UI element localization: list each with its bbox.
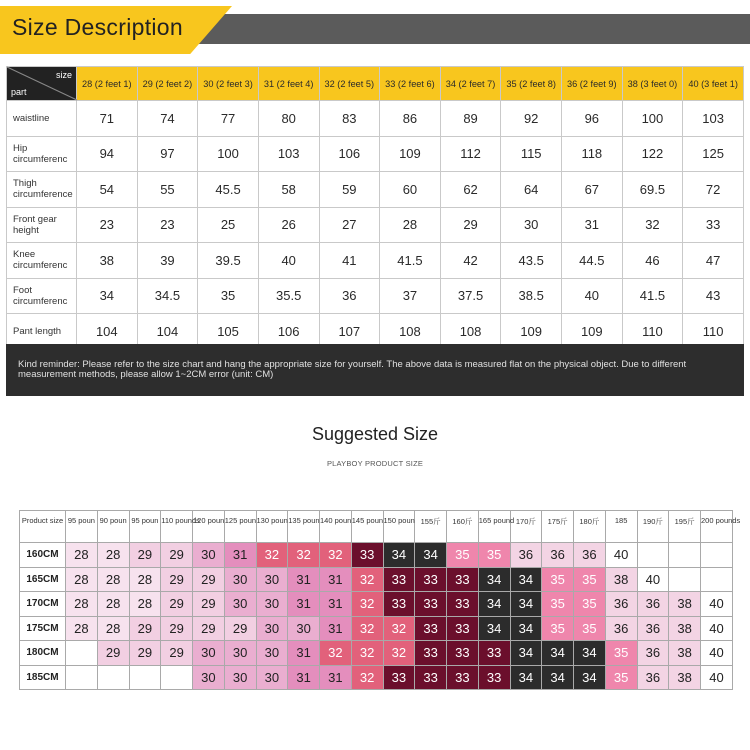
suggested-size-cell: 31 <box>288 592 320 617</box>
measure-value: 74 <box>137 101 198 137</box>
page-title: Size Description <box>12 14 183 40</box>
suggested-size-cell: 40 <box>701 641 733 666</box>
suggested-size-cell: 31 <box>288 567 320 592</box>
suggested-size-cell: 32 <box>320 543 352 568</box>
measure-value: 107 <box>319 314 380 350</box>
suggested-size-cell: 34 <box>478 567 510 592</box>
suggested-size-cell: 32 <box>351 616 383 641</box>
measure-value: 108 <box>380 314 441 350</box>
measure-value: 43.5 <box>501 243 562 279</box>
suggested-size-cell: 38 <box>669 665 701 690</box>
measure-value: 106 <box>319 136 380 172</box>
measure-value: 40 <box>562 278 623 314</box>
suggested-size-cell: 34 <box>383 543 415 568</box>
measure-value: 38 <box>77 243 138 279</box>
suggested-size-cell: 40 <box>605 543 637 568</box>
measure-value: 109 <box>501 314 562 350</box>
weight-header: 180斤 <box>574 511 606 543</box>
weight-header: 165 pound <box>478 511 510 543</box>
height-label: 185CM <box>20 665 66 690</box>
suggested-size-cell <box>66 665 98 690</box>
measure-value: 103 <box>683 101 744 137</box>
suggested-size-cell: 40 <box>701 616 733 641</box>
measure-value: 42 <box>440 243 501 279</box>
measure-row <box>7 101 744 137</box>
measure-value: 69.5 <box>622 172 683 208</box>
measure-value: 104 <box>77 314 138 350</box>
measure-value: 77 <box>198 101 259 137</box>
measure-row <box>7 136 744 172</box>
weight-header: 175斤 <box>542 511 574 543</box>
suggested-size-cell: 40 <box>637 567 669 592</box>
suggested-size-cell: 28 <box>97 543 129 568</box>
suggested-size-cell: 40 <box>701 592 733 617</box>
measure-value: 29 <box>440 207 501 243</box>
suggested-size-cell: 31 <box>288 641 320 666</box>
size-table-body <box>7 101 744 350</box>
suggested-size-cell: 30 <box>224 665 256 690</box>
measure-value: 58 <box>258 172 319 208</box>
suggested-size-cell: 33 <box>447 567 479 592</box>
suggested-size-cell <box>97 665 129 690</box>
measure-value: 23 <box>137 207 198 243</box>
weight-header: 160斤 <box>447 511 479 543</box>
suggested-size-cell: 29 <box>161 592 193 617</box>
suggested-size-cell: 32 <box>288 543 320 568</box>
suggested-size-cell: 34 <box>510 641 542 666</box>
weight-header: 170斤 <box>510 511 542 543</box>
suggested-size-cell: 36 <box>637 592 669 617</box>
suggested-size-cell: 38 <box>605 567 637 592</box>
measure-value: 110 <box>622 314 683 350</box>
suggested-size-cell <box>637 543 669 568</box>
suggested-size-cell: 31 <box>320 592 352 617</box>
suggested-size-cell: 33 <box>383 592 415 617</box>
measure-value: 45.5 <box>198 172 259 208</box>
suggested-grid-body <box>20 511 741 690</box>
height-row <box>20 592 733 617</box>
suggested-size-cell: 33 <box>415 567 447 592</box>
weight-header: 90 poun <box>97 511 129 543</box>
weight-header: 130 poun <box>256 511 288 543</box>
suggested-size-cell: 29 <box>97 641 129 666</box>
measure-label: Foot circumferenc <box>7 278 77 314</box>
size-column-header: 40 (3 feet 1) <box>683 67 744 101</box>
suggested-size-cell <box>701 543 733 568</box>
measure-value: 118 <box>562 136 623 172</box>
corner-size-label: size <box>55 70 72 80</box>
measure-value: 39 <box>137 243 198 279</box>
suggested-size-cell: 32 <box>320 641 352 666</box>
suggested-size-cell: 32 <box>351 592 383 617</box>
measure-label: Thigh circumference <box>7 172 77 208</box>
weight-header: 110 pounds <box>161 511 193 543</box>
size-column-header: 32 (2 feet 5) <box>319 67 380 101</box>
suggested-size-cell: 35 <box>605 641 637 666</box>
suggested-size-cell <box>701 567 733 592</box>
suggested-size-cell: 35 <box>478 543 510 568</box>
suggested-size-cell: 35 <box>574 592 606 617</box>
suggested-size-cell: 34 <box>478 616 510 641</box>
measure-value: 60 <box>380 172 441 208</box>
measure-value: 54 <box>77 172 138 208</box>
suggested-size-cell: 29 <box>129 543 161 568</box>
suggested-size-cell: 29 <box>193 592 225 617</box>
suggested-size-cell: 30 <box>256 665 288 690</box>
weight-header: 95 poun <box>66 511 98 543</box>
suggested-size-cell: 28 <box>66 592 98 617</box>
weight-header: 195斤 <box>669 511 701 543</box>
size-table-corner <box>7 67 77 101</box>
grid-corner-label: Product size <box>20 511 66 543</box>
suggested-size-cell: 35 <box>542 616 574 641</box>
suggested-size-grid <box>19 510 741 690</box>
suggested-size-cell: 33 <box>478 665 510 690</box>
suggested-size-cell <box>66 641 98 666</box>
suggested-size-cell: 34 <box>510 665 542 690</box>
suggested-size-cell: 38 <box>669 592 701 617</box>
height-label: 160CM <box>20 543 66 568</box>
suggested-size-cell: 30 <box>256 567 288 592</box>
height-row <box>20 665 733 690</box>
measure-value: 59 <box>319 172 380 208</box>
measure-value: 41.5 <box>380 243 441 279</box>
size-column-header: 35 (2 feet 8) <box>501 67 562 101</box>
measure-value: 55 <box>137 172 198 208</box>
suggested-size-cell: 31 <box>320 665 352 690</box>
measure-value: 83 <box>319 101 380 137</box>
size-column-header: 28 (2 feet 1) <box>77 67 138 101</box>
measure-value: 43 <box>683 278 744 314</box>
size-column-header: 30 (2 feet 3) <box>198 67 259 101</box>
measure-value: 92 <box>501 101 562 137</box>
corner-part-label: part <box>11 87 27 97</box>
measure-value: 80 <box>258 101 319 137</box>
notice-box <box>6 344 744 396</box>
suggested-size-cell: 32 <box>351 665 383 690</box>
suggested-size-cell: 33 <box>447 641 479 666</box>
weight-header-row <box>20 511 733 543</box>
measure-value: 40 <box>258 243 319 279</box>
suggested-size-cell: 28 <box>97 567 129 592</box>
measure-value: 110 <box>683 314 744 350</box>
measure-value: 100 <box>622 101 683 137</box>
suggested-size-cell: 30 <box>256 641 288 666</box>
suggested-size-cell: 32 <box>383 641 415 666</box>
size-column-header: 29 (2 feet 2) <box>137 67 198 101</box>
suggested-size-cell: 28 <box>129 592 161 617</box>
suggested-size-cell: 36 <box>637 616 669 641</box>
suggested-size-cell: 33 <box>447 616 479 641</box>
suggested-size-cell: 28 <box>66 616 98 641</box>
suggested-size-cell: 34 <box>510 592 542 617</box>
measure-value: 100 <box>198 136 259 172</box>
suggested-size-cell: 32 <box>351 641 383 666</box>
suggested-size-cell: 34 <box>510 616 542 641</box>
measure-value: 109 <box>562 314 623 350</box>
measure-value: 41 <box>319 243 380 279</box>
size-column-header: 31 (2 feet 4) <box>258 67 319 101</box>
measure-value: 34 <box>77 278 138 314</box>
measure-row <box>7 243 744 279</box>
suggested-size-cell: 30 <box>288 616 320 641</box>
height-label: 170CM <box>20 592 66 617</box>
suggested-size-cell: 33 <box>447 665 479 690</box>
suggested-size-cell: 33 <box>415 616 447 641</box>
suggested-size-cell: 32 <box>351 567 383 592</box>
suggested-size-cell: 29 <box>193 567 225 592</box>
measure-label: Front gear height <box>7 207 77 243</box>
suggested-size-cell: 34 <box>574 665 606 690</box>
measure-value: 46 <box>622 243 683 279</box>
suggested-size-cell: 33 <box>415 665 447 690</box>
suggested-size-cell: 35 <box>542 592 574 617</box>
measure-row <box>7 278 744 314</box>
suggested-size-cell: 36 <box>542 543 574 568</box>
suggested-size-cell: 33 <box>447 592 479 617</box>
measure-value: 115 <box>501 136 562 172</box>
measure-value: 34.5 <box>137 278 198 314</box>
measure-value: 31 <box>562 207 623 243</box>
measure-value: 108 <box>440 314 501 350</box>
suggested-size-cell <box>669 543 701 568</box>
measure-value: 33 <box>683 207 744 243</box>
suggested-size-cell: 40 <box>701 665 733 690</box>
measure-value: 104 <box>137 314 198 350</box>
suggested-size-cell: 36 <box>574 543 606 568</box>
suggested-title: Suggested Size <box>311 424 439 444</box>
suggested-size-cell: 29 <box>129 616 161 641</box>
measure-value: 97 <box>137 136 198 172</box>
suggested-size-cell: 28 <box>66 567 98 592</box>
suggested-size-cell: 32 <box>256 543 288 568</box>
suggested-size-cell: 32 <box>383 616 415 641</box>
weight-header: 125 poun <box>224 511 256 543</box>
size-column-header: 36 (2 feet 9) <box>562 67 623 101</box>
measure-value: 32 <box>622 207 683 243</box>
suggested-size-cell: 28 <box>66 543 98 568</box>
measure-value: 25 <box>198 207 259 243</box>
suggested-size-cell: 31 <box>224 543 256 568</box>
height-row <box>20 567 733 592</box>
suggested-size-cell: 36 <box>637 641 669 666</box>
suggested-size-cell: 29 <box>161 543 193 568</box>
suggested-size-cell: 29 <box>129 641 161 666</box>
measure-value: 72 <box>683 172 744 208</box>
suggested-size-cell: 30 <box>224 567 256 592</box>
size-column-header: 33 (2 feet 6) <box>380 67 441 101</box>
measure-value: 35 <box>198 278 259 314</box>
measure-value: 41.5 <box>622 278 683 314</box>
suggested-size-cell: 36 <box>637 665 669 690</box>
suggested-size-cell: 36 <box>510 543 542 568</box>
measure-value: 36 <box>319 278 380 314</box>
measure-value: 37 <box>380 278 441 314</box>
notice-text: Kind reminder: Please refer to the size chart and hang the appropriate size for yourself. The above data is measured flat on the physical object. Due to different measurement methods, please allow 1~2CM error (unit: CM) <box>18 359 687 380</box>
height-row <box>20 543 733 568</box>
measure-value: 37.5 <box>440 278 501 314</box>
measure-value: 23 <box>77 207 138 243</box>
weight-header: 155斤 <box>415 511 447 543</box>
suggested-size-cell: 35 <box>605 665 637 690</box>
weight-header: 150 poun <box>383 511 415 543</box>
measure-value: 106 <box>258 314 319 350</box>
size-column-header: 38 (3 feet 0) <box>622 67 683 101</box>
suggested-size-cell: 30 <box>256 592 288 617</box>
measure-value: 27 <box>319 207 380 243</box>
measure-label: waistline <box>7 101 77 137</box>
measure-value: 35.5 <box>258 278 319 314</box>
weight-header: 190斤 <box>637 511 669 543</box>
measure-value: 125 <box>683 136 744 172</box>
weight-header: 140 poun <box>320 511 352 543</box>
measure-value: 71 <box>77 101 138 137</box>
weight-header: 185 <box>605 511 637 543</box>
suggested-size-cell: 34 <box>542 641 574 666</box>
suggested-size-cell: 34 <box>415 543 447 568</box>
measure-row <box>7 207 744 243</box>
suggested-size-cell: 29 <box>161 567 193 592</box>
height-label: 180CM <box>20 641 66 666</box>
suggested-size-cell: 36 <box>605 616 637 641</box>
suggested-size-cell: 35 <box>574 567 606 592</box>
measure-value: 44.5 <box>562 243 623 279</box>
measure-value: 62 <box>440 172 501 208</box>
suggested-size-cell: 29 <box>161 616 193 641</box>
suggested-size-cell: 31 <box>288 665 320 690</box>
suggested-size-cell: 34 <box>510 567 542 592</box>
size-header-row <box>7 67 744 101</box>
height-label: 175CM <box>20 616 66 641</box>
suggested-size-cell: 34 <box>574 641 606 666</box>
suggested-size-cell: 31 <box>320 567 352 592</box>
suggested-size-cell: 33 <box>415 592 447 617</box>
measure-value: 67 <box>562 172 623 208</box>
suggested-size-cell: 33 <box>415 641 447 666</box>
measure-value: 39.5 <box>198 243 259 279</box>
weight-header: 145 poun <box>351 511 383 543</box>
measure-label: Pant length <box>7 314 77 350</box>
measure-value: 94 <box>77 136 138 172</box>
measure-value: 86 <box>380 101 441 137</box>
suggested-size-cell: 30 <box>193 543 225 568</box>
measure-value: 89 <box>440 101 501 137</box>
size-table <box>6 66 744 350</box>
measure-label: Hip circumferenc <box>7 136 77 172</box>
weight-header: 135 poun <box>288 511 320 543</box>
suggested-size-cell: 30 <box>193 641 225 666</box>
measure-value: 47 <box>683 243 744 279</box>
suggested-size-cell: 28 <box>97 592 129 617</box>
suggested-size-cell: 31 <box>320 616 352 641</box>
measure-label: Knee circumferenc <box>7 243 77 279</box>
suggested-size-cell: 38 <box>669 616 701 641</box>
suggested-size-cell: 29 <box>193 616 225 641</box>
suggested-size-cell: 29 <box>224 616 256 641</box>
measure-value: 109 <box>380 136 441 172</box>
measure-value: 112 <box>440 136 501 172</box>
suggested-size-cell: 34 <box>542 665 574 690</box>
suggested-size-cell <box>161 665 193 690</box>
suggested-size-cell: 30 <box>193 665 225 690</box>
height-label: 165CM <box>20 567 66 592</box>
measure-value: 26 <box>258 207 319 243</box>
suggested-size-cell: 34 <box>478 592 510 617</box>
suggested-size-cell: 35 <box>542 567 574 592</box>
suggested-size-cell: 33 <box>351 543 383 568</box>
suggested-size-cell <box>669 567 701 592</box>
suggested-size-cell: 33 <box>383 567 415 592</box>
height-row <box>20 641 733 666</box>
weight-header: 200 pounds <box>701 511 733 543</box>
suggested-size-cell: 35 <box>574 616 606 641</box>
suggested-subtitle: PLAYBOY PRODUCT SIZE <box>326 459 424 468</box>
suggested-size-cell: 35 <box>447 543 479 568</box>
size-column-header: 34 (2 feet 7) <box>440 67 501 101</box>
suggested-size-cell: 30 <box>256 616 288 641</box>
suggested-size-cell: 30 <box>224 592 256 617</box>
suggested-size-cell: 36 <box>605 592 637 617</box>
measure-row <box>7 172 744 208</box>
measure-value: 64 <box>501 172 562 208</box>
height-row <box>20 616 733 641</box>
measure-value: 28 <box>380 207 441 243</box>
suggested-size-cell: 33 <box>383 665 415 690</box>
suggested-size-cell: 29 <box>161 641 193 666</box>
measure-value: 122 <box>622 136 683 172</box>
measure-value: 103 <box>258 136 319 172</box>
measure-value: 105 <box>198 314 259 350</box>
measure-value: 38.5 <box>501 278 562 314</box>
measure-value: 30 <box>501 207 562 243</box>
weight-header: 120 poun <box>193 511 225 543</box>
measure-value: 96 <box>562 101 623 137</box>
suggested-size-cell: 33 <box>478 641 510 666</box>
weight-header: 95 poun <box>129 511 161 543</box>
suggested-size-cell: 38 <box>669 641 701 666</box>
suggested-size-cell <box>129 665 161 690</box>
suggested-size-cell: 28 <box>97 616 129 641</box>
suggested-size-cell: 30 <box>224 641 256 666</box>
suggested-size-cell: 28 <box>129 567 161 592</box>
